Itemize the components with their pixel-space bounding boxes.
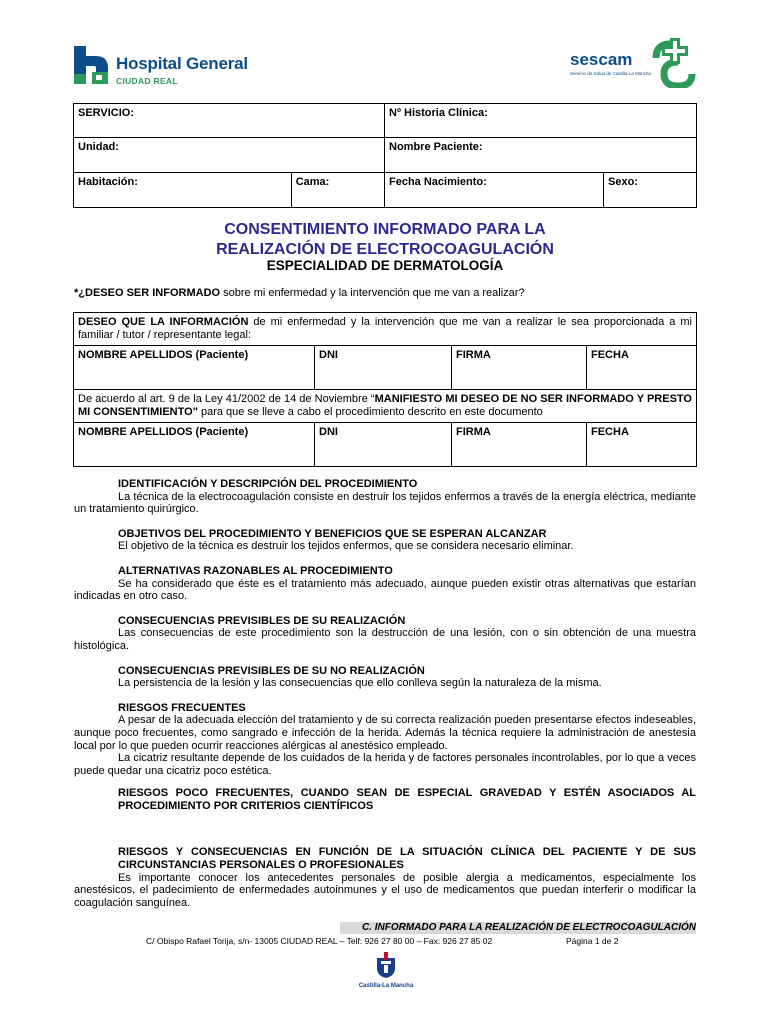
- section-alternativas: [74, 565, 696, 603]
- section-heading: RIESGOS Y CONSECUENCIAS EN FUNCIÓN DE LA SITUACIÓN CLÍNICA DEL PACIENTE Y DE SUS CIRCUNSTANCIAS PERSONALES O PROFESIONALES: [118, 846, 696, 872]
- section-heading: RIESGOS FRECUENTES: [118, 701, 246, 714]
- section-body: Las consecuencias de este procedimiento son la destrucción de una lesión, con o sin obtención de una muestra histológica.: [74, 627, 696, 652]
- document-title: [72, 220, 698, 260]
- castilla-la-mancha-logo: [358, 952, 414, 992]
- section-heading: RIESGOS POCO FRECUENTES, CUANDO SEAN DE ESPECIAL GRAVEDAD Y ESTÉN ASOCIADOS AL PROCEDIMIENTO POR CRITERIOS CIENTÍFICOS: [118, 787, 696, 812]
- patient-data-table: [73, 103, 697, 208]
- section-body: A pesar de la adecuada elección del tratamiento y de su correcta realización pueden presentarse efectos indeseables, aunque poco frecuentes, como sangrado e infección de la herida. Además la técnica requiere la administración de anestesia local por lo que pueden ocurrir reacciones alérgicas al anestésico empleado.: [74, 714, 696, 752]
- section-heading: CONSECUENCIAS PREVISIBLES DE SU NO REALIZACIÓN: [118, 664, 425, 677]
- section-riesgos-poco-frecuentes: [74, 787, 696, 812]
- region-logo-text: Castilla-La Mancha: [358, 983, 414, 989]
- servicio-field[interactable]: SERVICIO:: [74, 104, 385, 138]
- historia-clinica-field[interactable]: Nº Historia Clínica:: [385, 104, 697, 138]
- family-info-row: [74, 313, 697, 346]
- section-heading: CONSECUENCIAS PREVISIBLES DE SU REALIZACIÓN: [118, 614, 406, 627]
- consent-table: [73, 312, 697, 467]
- section-body-2: La cicatriz resultante depende de los cuidados de la herida y de factores personales incontrolables, por lo que a veces puede quedar una cicatriz poco estética.: [74, 752, 696, 777]
- family-fecha-cell[interactable]: FECHA: [587, 346, 697, 390]
- section-body: Es importante conocer los antecedentes personales de posible alergia a medicamentos, especialmente los anestésicos, el padecimiento de enfermedades autoinmunes y el uso de medicamentos que puedan interferir o modificar la coagulación sanguínea.: [74, 871, 696, 909]
- section-consecuencias-no-realizacion: [74, 665, 696, 690]
- fecha-nacimiento-field[interactable]: Fecha Nacimiento:: [385, 173, 604, 208]
- hospital-logo-icon: [72, 44, 110, 86]
- section-body: La técnica de la electrocoagulación consiste en destruir los tejidos enfermos a través de la energía eléctrica, mediante un tratamiento quirúrgico.: [74, 490, 696, 516]
- section-heading: IDENTIFICACIÓN Y DESCRIPCIÓN DEL PROCEDIMIENTO: [118, 478, 418, 490]
- family-info-bold: DESEO QUE LA INFORMACIÓN: [78, 316, 249, 328]
- patient-fecha-cell[interactable]: FECHA: [587, 423, 697, 467]
- patient-nombre-cell[interactable]: NOMBRE APELLIDOS (Paciente): [74, 423, 315, 467]
- sescam-subtitle: Servicio de Salud de Castilla-La Mancha: [570, 71, 652, 76]
- hospital-logo: [72, 44, 252, 88]
- title-line-2: REALIZACIÓN DE ELECTROCOAGULACIÓN: [216, 241, 554, 258]
- sescam-name: sescam: [570, 50, 633, 69]
- patient-firma-cell[interactable]: FIRMA: [452, 423, 587, 467]
- patient-dni-cell[interactable]: DNI: [315, 423, 452, 467]
- family-nombre-cell[interactable]: NOMBRE APELLIDOS (Paciente): [74, 346, 315, 390]
- procedure-sections: [74, 478, 696, 909]
- section-identificacion: [74, 478, 696, 516]
- information-question: [74, 287, 525, 299]
- hospital-city: CIUDAD REAL: [116, 76, 178, 86]
- sexo-field[interactable]: Sexo:: [604, 173, 697, 208]
- section-objetivos: [74, 528, 696, 553]
- nombre-paciente-field[interactable]: Nombre Paciente:: [385, 138, 697, 173]
- section-consecuencias-realizacion: [74, 615, 696, 653]
- question-prefix: *¿DESEO SER INFORMADO: [74, 287, 221, 299]
- footer-address: C/ Obispo Rafael Torija, s/n- 13005 CIUDAD REAL – Telf: 926 27 80 00 – Fax: 926 27 85 02: [146, 936, 493, 946]
- sescam-cross-icon: [648, 36, 698, 88]
- family-dni-cell[interactable]: DNI: [315, 346, 452, 390]
- no-info-bold: MANIFIESTO MI DESEO DE NO SER INFORMADO Y PRESTO MI CONSENTIMIENTO": [78, 393, 692, 418]
- family-firma-cell[interactable]: FIRMA: [452, 346, 587, 390]
- habitacion-field[interactable]: Habitación:: [74, 173, 292, 208]
- hospital-name: Hospital General: [116, 54, 248, 73]
- section-body: La persistencia de la lesión y las consecuencias que ello conlleva según la naturaleza de la misma.: [118, 677, 602, 690]
- section-heading: ALTERNATIVAS RAZONABLES AL PROCEDIMIENTO: [118, 564, 393, 577]
- coat-of-arms-icon: [375, 952, 397, 978]
- unidad-field[interactable]: Unidad:: [74, 138, 385, 173]
- family-info-text: de mi enfermedad y la intervención que me van a realizar le sea proporcionada a mi familiar / tutor / representante legal:: [78, 316, 692, 341]
- question-rest: sobre mi enfermedad y la intervención que me van a realizar?: [220, 287, 525, 299]
- section-riesgos-frecuentes: [74, 702, 696, 778]
- section-body: Se ha considerado que éste es el tratamiento más adecuado, aunque pueden existir otras alternativas que estarían indicadas en otro caso.: [74, 577, 696, 603]
- cama-field[interactable]: Cama:: [291, 173, 384, 208]
- sescam-logo: [570, 36, 700, 88]
- footer-document-title: C. INFORMADO PARA LA REALIZACIÓN DE ELECTROCOAGULACIÓN: [340, 922, 696, 934]
- footer-page-number: Página 1 de 2: [566, 936, 619, 946]
- title-line-1: CONSENTIMIENTO INFORMADO PARA LA: [224, 221, 546, 238]
- section-body: El objetivo de la técnica es destruir los tejidos enfermos, que se considera necesario eliminar.: [118, 540, 574, 553]
- no-info-text-b: para que se lleve a cabo el procedimiento descrito en este documento: [197, 405, 543, 418]
- section-riesgos-situacion-clinica: [74, 846, 696, 909]
- specialty-title: ESPECIALIDAD DE DERMATOLOGÍA: [266, 258, 504, 273]
- section-heading: OBJETIVOS DEL PROCEDIMIENTO Y BENEFICIOS QUE SE ESPERAN ALCANZAR: [118, 527, 547, 540]
- no-info-text-a: De acuerdo al art. 9 de la Ley 41/2002 de 14 de Noviembre “: [78, 393, 375, 405]
- no-info-row: [74, 390, 697, 423]
